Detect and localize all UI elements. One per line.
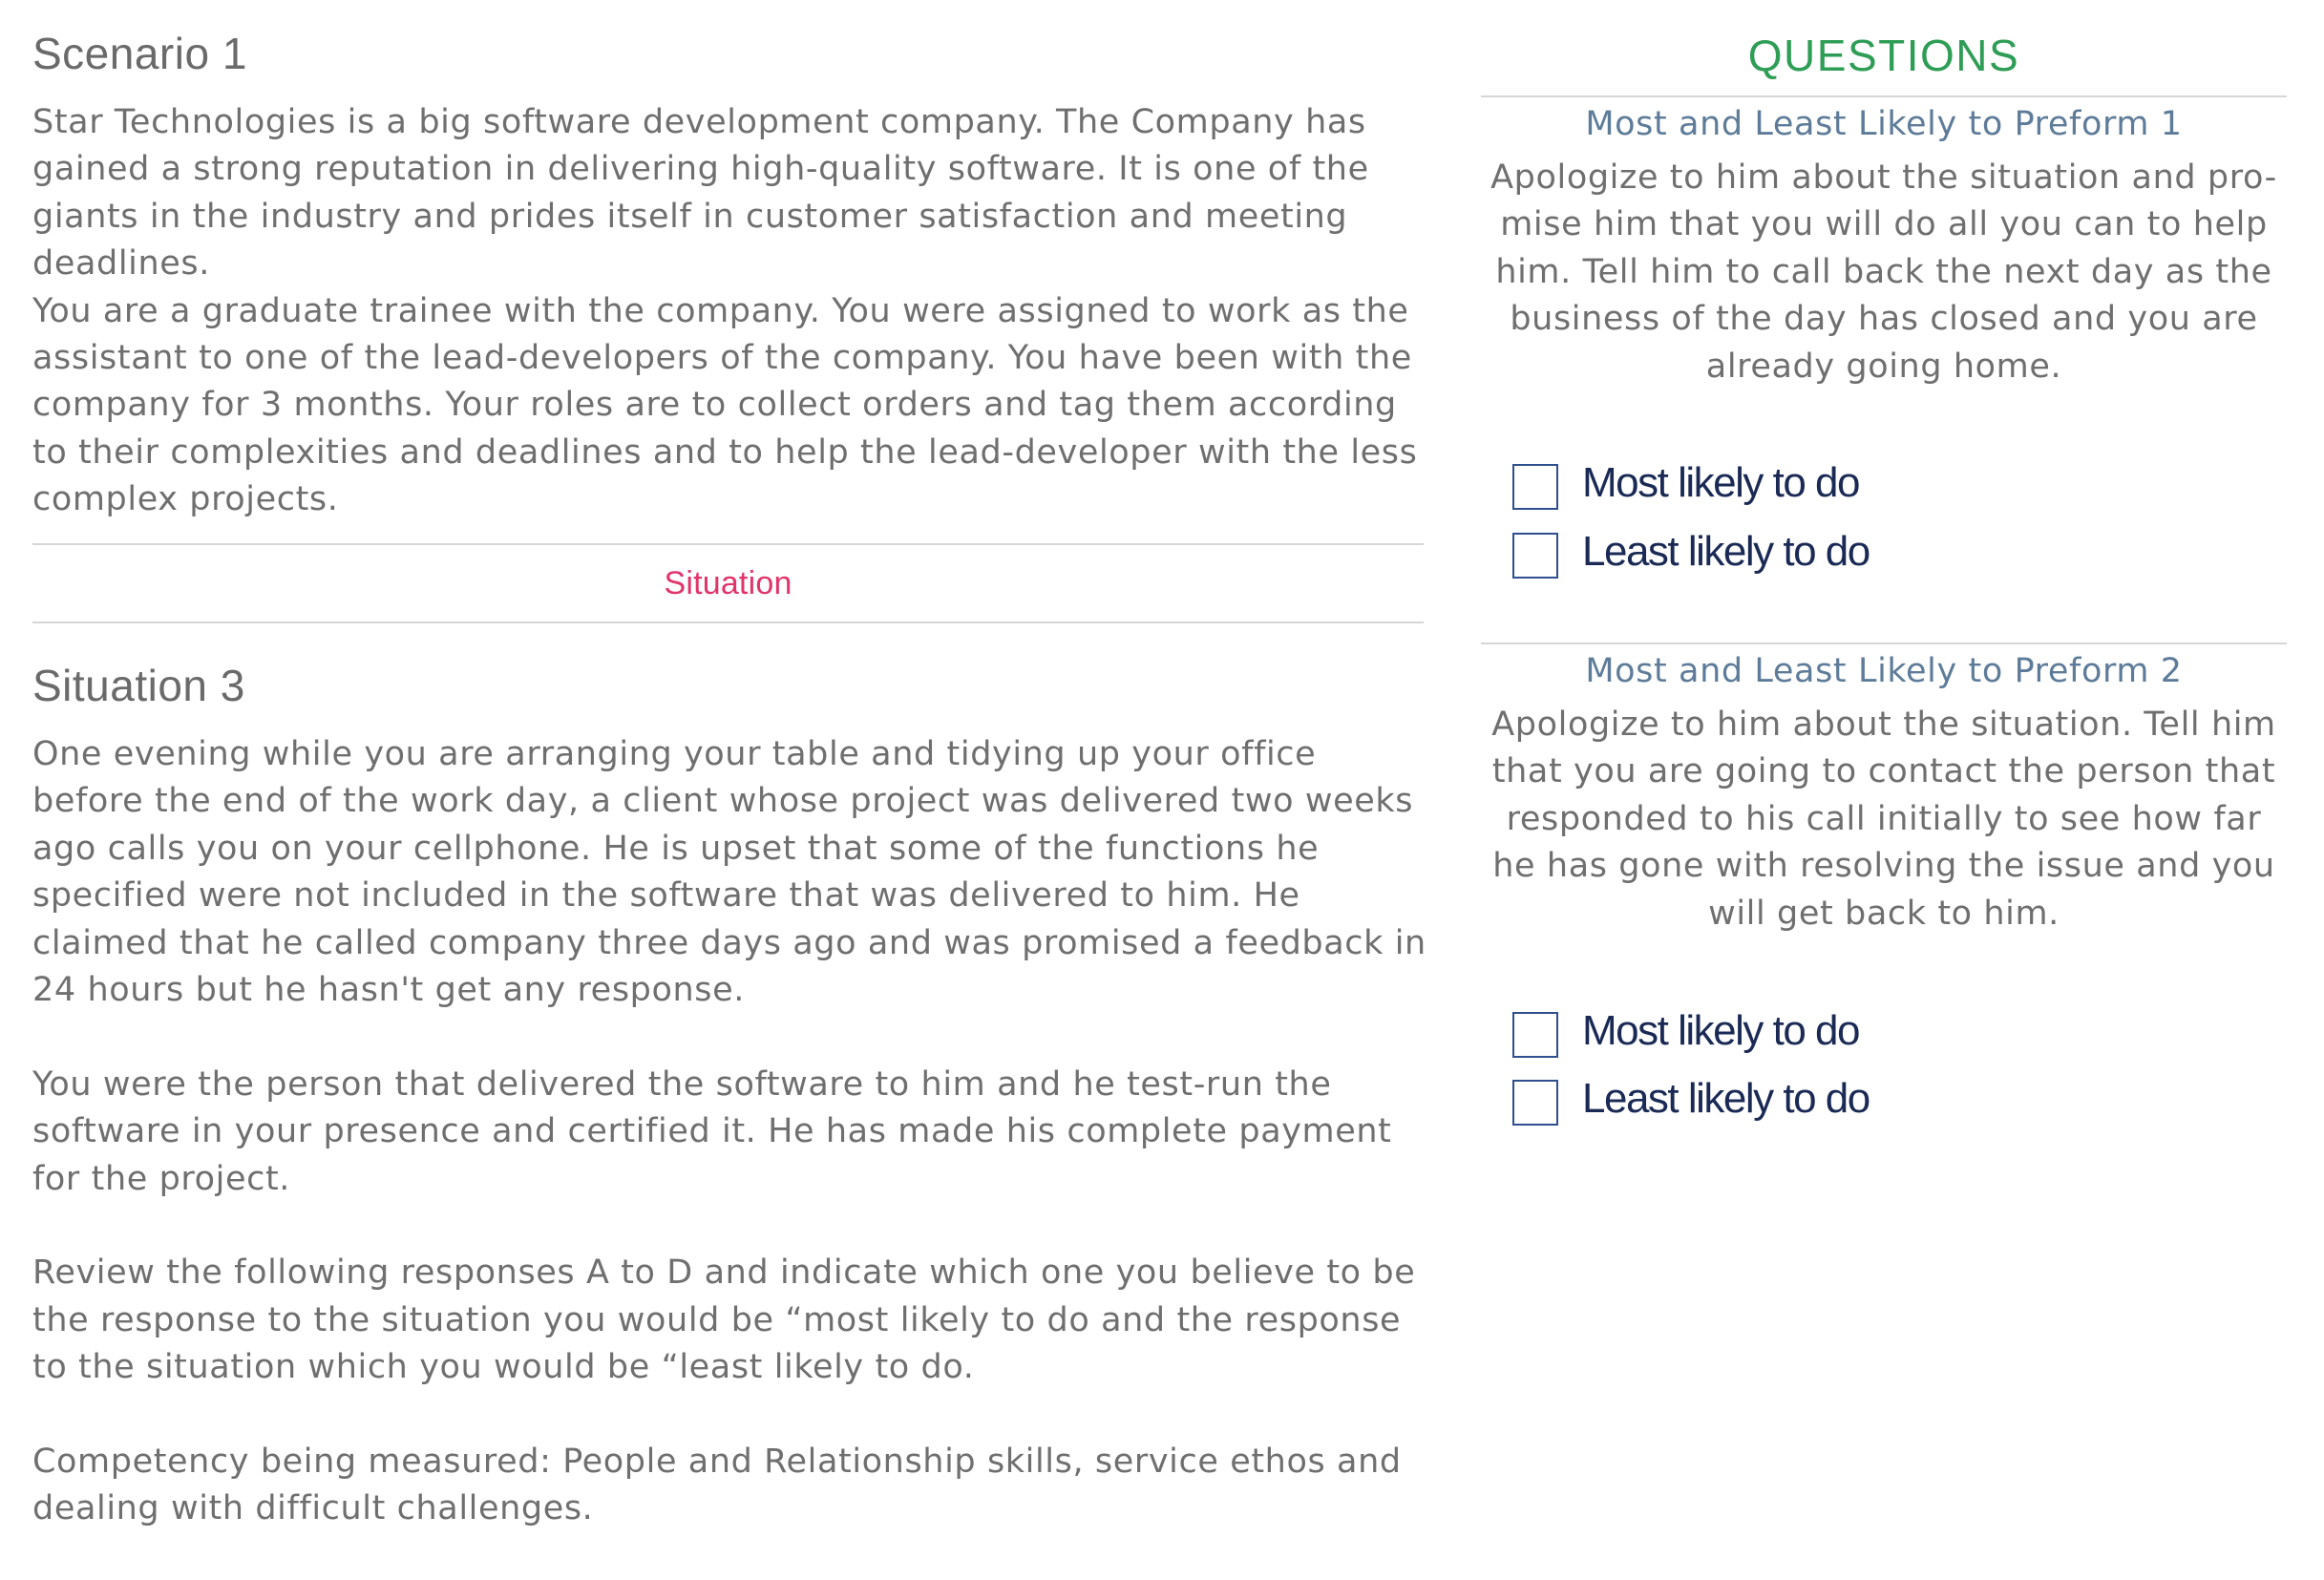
question-response-text: Apologize to him about the situation and pro-mise him that you will do all you can to help him. Tell him to call back the next day as the business of the day has closed and you are already going home. [1490, 158, 2277, 386]
question-card-1 [1481, 95, 2287, 575]
situation-instructions: Review the following responses A to D and indicate which one you believe to be the response to the situation you would be “most likely to do and the response to the situation which you would be “least likely to do. [32, 1253, 1416, 1387]
scenario-title: Scenario 1 [32, 29, 247, 78]
question-response-text: Apologize to him about the situation. Tell him that you are going to contact the person that responded to his call initially to see how far he has gone with resolving the issue and you will get back to him. [1491, 706, 2276, 933]
questions-title: QUESTIONS [1747, 31, 2020, 80]
situation-paragraph: You were the person that delivered the software to him and he test-run the software in your presence and certified it. He has made his complete payment for the project. [32, 1064, 1392, 1198]
competency-text: Competency being measured: People and Relationship skills, service ethos and dealing with difficult challenges. [32, 1443, 1402, 1528]
question-heading: Most and Least Likely to Preform 1 [1585, 105, 2183, 143]
least-likely-checkbox[interactable] [1512, 533, 1558, 579]
scenario-description [32, 99, 1436, 524]
least-likely-option[interactable] [1512, 1072, 1870, 1126]
most-likely-label[interactable]: Most likely to do [1582, 459, 1859, 506]
scenario-paragraph: You are a graduate trainee with the company. You were assigned to work as the assistant to one of the lead-developers of the company. You have been with the company for 3 months. Your roles are to collect orders and tag them according to their complexities and deadlines and to help the lead-developer with the less complex projects. [32, 291, 1418, 519]
least-likely-label[interactable]: Least likely to do [1582, 528, 1870, 575]
situation-paragraph: One evening while you are arranging your table and tidying up your office before the end of the work day, a client whose project was delivered two weeks ago calls you on your cellphone. He is upset that some of the functions he specified were not included in the software that was delivered to him. He claimed that he called company three days ago and was promised a feedback in 24 hours but he hasn't get any response. [32, 735, 1426, 1010]
situation-title: Situation 3 [32, 661, 245, 710]
tab-situation[interactable]: Situation [664, 564, 792, 601]
most-likely-label[interactable]: Most likely to do [1582, 1007, 1859, 1054]
least-likely-option[interactable] [1512, 525, 1870, 579]
most-likely-option[interactable] [1512, 1004, 1859, 1058]
most-likely-checkbox[interactable] [1512, 1012, 1558, 1058]
most-likely-checkbox[interactable] [1512, 464, 1558, 510]
scenario-paragraph: Star Technologies is a big software development company. The Company has gained a strong reputation in delivering high-quality software. It is one of the giants in the industry and prides itself in customer satisfaction and meeting deadlines. [32, 103, 1369, 284]
least-likely-label[interactable]: Least likely to do [1582, 1075, 1870, 1122]
least-likely-checkbox[interactable] [1512, 1080, 1558, 1126]
question-heading: Most and Least Likely to Preform 2 [1585, 652, 2183, 690]
most-likely-option[interactable] [1512, 456, 1859, 510]
situation-tab-bar [32, 543, 1424, 623]
question-card-2 [1481, 643, 2287, 1122]
situation-description [32, 731, 1436, 1580]
